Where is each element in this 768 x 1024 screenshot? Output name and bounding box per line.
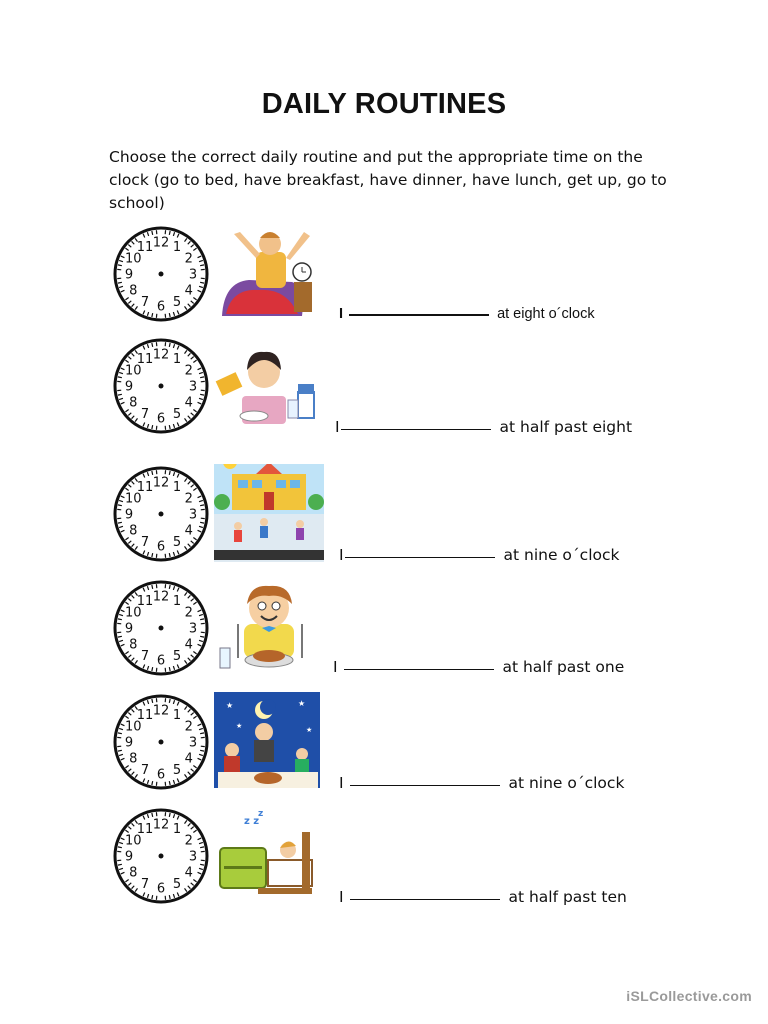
- clock-face[interactable]: [110, 806, 212, 906]
- clock-number: 10: [125, 605, 142, 621]
- clock-number: 1: [172, 239, 182, 255]
- minute-tick: [169, 781, 170, 785]
- clock-number: 2: [184, 363, 193, 379]
- clock-number: 2: [184, 491, 193, 507]
- minute-tick: [118, 394, 122, 395]
- clock-center: [159, 626, 164, 631]
- subject: I: [339, 888, 344, 906]
- clock-number: 1: [172, 479, 182, 495]
- clock-number: 5: [172, 649, 182, 665]
- clock-number: 7: [140, 649, 150, 665]
- minute-tick: [200, 282, 204, 283]
- minute-tick: [200, 265, 204, 266]
- clock-number: 12: [152, 817, 170, 833]
- svg-text:★: ★: [306, 726, 313, 734]
- clock-number: 12: [152, 235, 170, 251]
- clock-number: 11: [136, 351, 154, 367]
- minute-tick: [152, 553, 153, 557]
- minute-tick: [152, 813, 153, 817]
- answer-blank[interactable]: [344, 668, 494, 670]
- clock-number: 10: [125, 491, 142, 507]
- time-phrase: at half past one: [502, 658, 625, 676]
- clock-number: 1: [172, 351, 182, 367]
- clock-number: 1: [172, 821, 182, 837]
- clock-number: 12: [152, 589, 170, 605]
- minute-tick: [169, 425, 170, 429]
- instructions: [109, 146, 669, 215]
- have-lunch-picture: [214, 578, 324, 678]
- svg-text:z z: z z: [244, 816, 260, 827]
- svg-text:★: ★: [298, 699, 306, 708]
- clock-number: 10: [125, 251, 142, 267]
- clock-number: 8: [129, 637, 138, 653]
- clock-number: 3: [188, 507, 198, 523]
- minute-tick: [152, 667, 153, 671]
- minute-tick: [169, 813, 170, 817]
- answer-blank[interactable]: [345, 556, 495, 558]
- clock-number: 6: [156, 653, 166, 669]
- clock-number: 8: [129, 395, 138, 411]
- minute-tick: [152, 313, 153, 317]
- subject: I: [339, 546, 344, 564]
- minute-tick: [118, 636, 122, 637]
- clock-center: [159, 740, 164, 745]
- clock-number: 9: [124, 379, 134, 395]
- clock-number: 9: [124, 735, 134, 751]
- clock-number: 6: [156, 539, 166, 555]
- minute-tick: [169, 471, 170, 475]
- clock-center: [159, 384, 164, 389]
- minute-tick: [118, 377, 122, 378]
- clock-number: 3: [188, 379, 198, 395]
- svg-text:z: z: [258, 809, 264, 819]
- clock-number: 8: [129, 865, 138, 881]
- exercise-row: [0, 224, 768, 334]
- clock-number: 11: [136, 593, 154, 609]
- clock-number: 5: [172, 877, 182, 893]
- clock-number: 4: [184, 637, 193, 653]
- clock-number: 9: [124, 507, 134, 523]
- minute-tick: [200, 505, 204, 506]
- clock-number: 11: [136, 821, 154, 837]
- svg-text:★: ★: [236, 722, 243, 730]
- clock-number: 4: [184, 751, 193, 767]
- clock-number: 4: [184, 395, 193, 411]
- go-to-bed-picture: [214, 806, 324, 906]
- exercise-row: [0, 806, 768, 916]
- clock-center: [159, 272, 164, 277]
- time-phrase: at half past eight: [499, 418, 633, 436]
- minute-tick: [152, 895, 153, 899]
- svg-text:★: ★: [226, 701, 234, 710]
- clock-number: 6: [156, 411, 166, 427]
- clock-number: 8: [129, 751, 138, 767]
- minute-tick: [169, 895, 170, 899]
- sentence: [339, 888, 627, 906]
- minute-tick: [200, 377, 204, 378]
- clock-number: 11: [136, 707, 154, 723]
- worksheet-title: DAILY ROUTINES: [261, 88, 507, 120]
- minute-tick: [200, 619, 204, 620]
- clock-number: 1: [172, 593, 182, 609]
- minute-tick: [118, 619, 122, 620]
- answer-blank[interactable]: [350, 784, 500, 786]
- minute-tick: [169, 699, 170, 703]
- subject: I: [333, 658, 338, 676]
- minute-tick: [152, 231, 153, 235]
- answer-blank[interactable]: [341, 428, 491, 430]
- minute-tick: [200, 522, 204, 523]
- minute-tick: [152, 585, 153, 589]
- clock-number: 7: [140, 763, 150, 779]
- minute-tick: [200, 847, 204, 848]
- time-phrase: at nine o´clock: [503, 546, 620, 564]
- minute-tick: [200, 750, 204, 751]
- watermark: iSLCollective.com: [626, 988, 752, 1004]
- minute-tick: [118, 282, 122, 283]
- minute-tick: [200, 864, 204, 865]
- minute-tick: [152, 343, 153, 347]
- exercise-row: [0, 336, 768, 446]
- sentence: [339, 546, 619, 564]
- clock-number: 1: [172, 707, 182, 723]
- instructions-line-1: Choose the correct daily routine and put the appropriate time on the: [109, 148, 643, 166]
- minute-tick: [118, 864, 122, 865]
- clock-number: 5: [172, 407, 182, 423]
- clock-number: 10: [125, 363, 142, 379]
- have-dinner-picture: [214, 692, 324, 792]
- minute-tick: [200, 394, 204, 395]
- sentence: [339, 774, 624, 792]
- clock-number: 10: [125, 719, 142, 735]
- get-up-picture: [214, 224, 324, 324]
- clock-number: 12: [152, 703, 170, 719]
- clock-number: 3: [188, 621, 198, 637]
- clock-number: 12: [152, 475, 170, 491]
- clock-face[interactable]: [110, 578, 212, 678]
- minute-tick: [118, 847, 122, 848]
- exercise-row: [0, 464, 768, 574]
- clock-number: 2: [184, 251, 193, 267]
- minute-tick: [152, 699, 153, 703]
- subject: I: [339, 306, 344, 322]
- clock-number: 3: [188, 849, 198, 865]
- minute-tick: [152, 425, 153, 429]
- clock-center: [159, 854, 164, 859]
- clock-number: 6: [156, 881, 166, 897]
- minute-tick: [169, 553, 170, 557]
- clock-number: 6: [156, 767, 166, 783]
- minute-tick: [118, 733, 122, 734]
- clock-number: 7: [140, 295, 150, 311]
- minute-tick: [169, 231, 170, 235]
- clock-number: 8: [129, 523, 138, 539]
- clock-number: 4: [184, 283, 193, 299]
- clock-number: 7: [140, 407, 150, 423]
- clock-number: 9: [124, 267, 134, 283]
- clock-number: 4: [184, 865, 193, 881]
- have-breakfast-picture: [214, 336, 324, 436]
- minute-tick: [200, 733, 204, 734]
- minute-tick: [169, 343, 170, 347]
- clock-number: 11: [136, 479, 154, 495]
- minute-tick: [118, 265, 122, 266]
- minute-tick: [152, 781, 153, 785]
- sentence: [335, 418, 632, 436]
- time-phrase: at nine o´clock: [508, 774, 625, 792]
- clock-number: 2: [184, 833, 193, 849]
- time-phrase: at half past ten: [508, 888, 627, 906]
- answer-blank[interactable]: [349, 313, 489, 316]
- clock-number: 4: [184, 523, 193, 539]
- subject: I: [335, 418, 340, 436]
- minute-tick: [169, 313, 170, 317]
- time-phrase: at eight o´clock: [497, 306, 595, 322]
- clock-face[interactable]: [110, 336, 212, 436]
- go-to-school-picture: [214, 464, 324, 564]
- instructions-line-2: clock (go to bed, have breakfast, have dinner, have lunch, get up, go to: [109, 171, 667, 189]
- clock-number: 7: [140, 535, 150, 551]
- subject: I: [339, 774, 344, 792]
- minute-tick: [118, 750, 122, 751]
- instructions-line-3: school): [109, 194, 165, 212]
- minute-tick: [200, 636, 204, 637]
- clock-number: 11: [136, 239, 154, 255]
- clock-center: [159, 512, 164, 517]
- clock-number: 2: [184, 719, 193, 735]
- clock-number: 7: [140, 877, 150, 893]
- exercise-row: [0, 692, 768, 802]
- minute-tick: [118, 505, 122, 506]
- minute-tick: [118, 522, 122, 523]
- minute-tick: [169, 585, 170, 589]
- clock-number: 5: [172, 763, 182, 779]
- clock-face[interactable]: [110, 692, 212, 792]
- clock-number: 6: [156, 299, 166, 315]
- clock-number: 3: [188, 735, 198, 751]
- clock-face[interactable]: [110, 464, 212, 564]
- clock-face[interactable]: [110, 224, 212, 324]
- clock-number: 5: [172, 295, 182, 311]
- clock-number: 9: [124, 621, 134, 637]
- answer-blank[interactable]: [350, 898, 500, 900]
- clock-number: 12: [152, 347, 170, 363]
- minute-tick: [169, 667, 170, 671]
- minute-tick: [152, 471, 153, 475]
- exercise-row: [0, 578, 768, 688]
- clock-number: 2: [184, 605, 193, 621]
- clock-number: 10: [125, 833, 142, 849]
- sentence: [333, 658, 624, 676]
- clock-number: 8: [129, 283, 138, 299]
- clock-number: 5: [172, 535, 182, 551]
- clock-number: 3: [188, 267, 198, 283]
- clock-number: 9: [124, 849, 134, 865]
- sentence: [339, 306, 595, 322]
